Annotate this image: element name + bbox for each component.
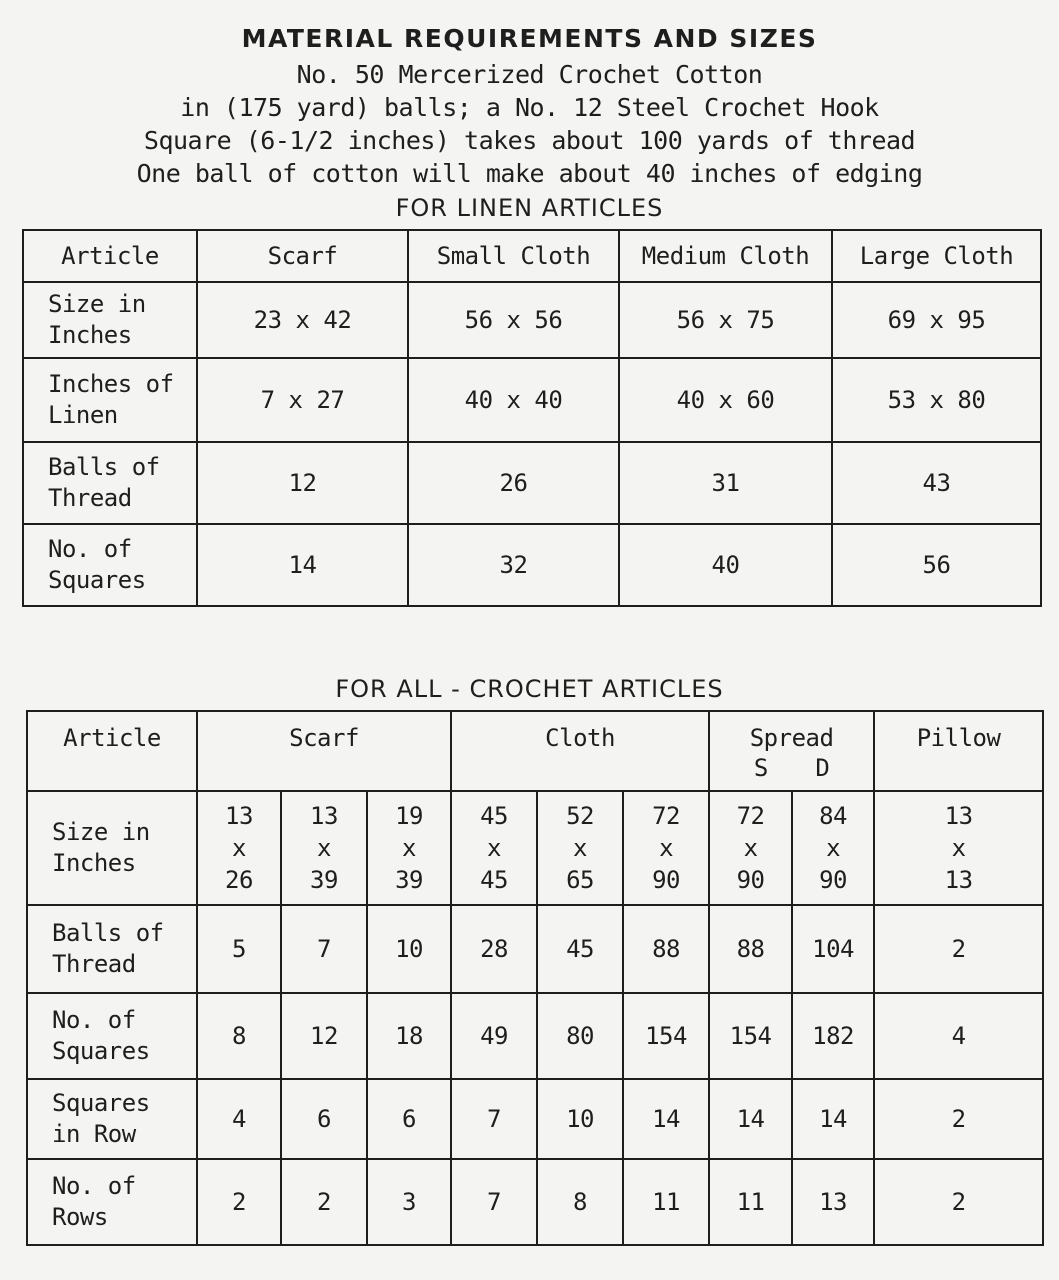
crochet-cell: 11 [623,1159,709,1245]
crochet-row-label: Balls of Thread [27,905,197,993]
linen-cell: 32 [408,524,619,606]
linen-cell: 43 [832,442,1041,524]
spread-single-label: S [753,754,768,782]
crochet-cell: 13 [792,1159,874,1245]
crochet-cell: 2 [874,905,1043,993]
crochet-cell: 2 [281,1159,367,1245]
crochet-cell: 4 [197,1079,281,1159]
linen-cell: 14 [197,524,408,606]
size-cell: 52 x 65 [537,791,623,905]
linen-cell: 56 x 75 [619,282,832,358]
linen-row [23,442,1041,524]
linen-cell: 26 [408,442,619,524]
crochet-cell: 12 [281,993,367,1079]
intro-line: No. 50 Mercerized Crochet Cotton [296,60,763,89]
size-cell: 72 x 90 [709,791,792,905]
crochet-cell: 14 [623,1079,709,1159]
crochet-row-label: Squares in Row [27,1079,197,1159]
crochet-header-cloth: Cloth [451,711,709,791]
size-cell: 13 x 26 [197,791,281,905]
crochet-cell: 154 [623,993,709,1079]
linen-cell: 53 x 80 [832,358,1041,442]
crochet-header-row [27,711,1043,791]
size-cell: 72 x 90 [623,791,709,905]
crochet-header-pillow: Pillow [874,711,1043,791]
intro-line: One ball of cotton will make about 40 inches of edging [136,159,923,188]
crochet-cell: 8 [537,1159,623,1245]
crochet-row [27,1079,1043,1159]
crochet-cell: 5 [197,905,281,993]
crochet-cell: 6 [281,1079,367,1159]
crochet-cell: 49 [451,993,537,1079]
crochet-cell: 7 [281,905,367,993]
crochet-row [27,1159,1043,1245]
crochet-row-label: No. of Squares [27,993,197,1079]
crochet-table [26,710,1044,1246]
crochet-cell: 18 [367,993,451,1079]
crochet-cell: 88 [709,905,792,993]
linen-cell: 56 x 56 [408,282,619,358]
size-cell: 84 x 90 [792,791,874,905]
crochet-row [27,993,1043,1079]
linen-header-cell: Article [23,230,197,282]
intro-text [0,58,1059,190]
crochet-cell: 2 [874,1079,1043,1159]
linen-cell: 40 x 40 [408,358,619,442]
linen-cell: 23 x 42 [197,282,408,358]
spread-double-label: D [815,754,830,782]
linen-cell: 69 x 95 [832,282,1041,358]
crochet-row [27,905,1043,993]
linen-row-label: Size in Inches [23,282,197,358]
crochet-cell: 88 [623,905,709,993]
crochet-row-label: Size in Inches [27,791,197,905]
size-cell: 45 x 45 [451,791,537,905]
crochet-cell: 11 [709,1159,792,1245]
crochet-cell: 80 [537,993,623,1079]
linen-table [22,229,1042,607]
crochet-cell: 4 [874,993,1043,1079]
crochet-cell: 14 [709,1079,792,1159]
crochet-row-label: No. of Rows [27,1159,197,1245]
linen-row [23,524,1041,606]
linen-row-label: Inches of Linen [23,358,197,442]
linen-cell: 12 [197,442,408,524]
intro-line: Square (6-1/2 inches) takes about 100 yards of thread [143,126,916,155]
linen-cell: 7 x 27 [197,358,408,442]
linen-row [23,282,1041,358]
linen-header-row [23,230,1041,282]
spread-label: Spread [749,724,834,752]
crochet-header-article: Article [27,711,197,791]
crochet-cell: 2 [874,1159,1043,1245]
size-cell: 13 x 13 [874,791,1043,905]
linen-cell: 56 [832,524,1041,606]
linen-header-cell: Scarf [197,230,408,282]
crochet-cell: 3 [367,1159,451,1245]
crochet-cell: 7 [451,1079,537,1159]
crochet-header-spread [709,711,874,791]
crochet-cell: 154 [709,993,792,1079]
linen-header-cell: Large Cloth [832,230,1041,282]
crochet-cell: 2 [197,1159,281,1245]
linen-table-caption: FOR LINEN ARTICLES [395,194,664,222]
crochet-cell: 10 [537,1079,623,1159]
crochet-cell: 28 [451,905,537,993]
linen-row [23,358,1041,442]
linen-row-label: Balls of Thread [23,442,197,524]
linen-cell: 31 [619,442,832,524]
linen-header-cell: Medium Cloth [619,230,832,282]
crochet-cell: 8 [197,993,281,1079]
intro-line: in (175 yard) balls; a No. 12 Steel Crochet Hook [180,93,879,122]
crochet-size-row [27,791,1043,905]
crochet-cell: 6 [367,1079,451,1159]
linen-row-label: No. of Squares [23,524,197,606]
linen-cell: 40 x 60 [619,358,832,442]
linen-header-cell: Small Cloth [408,230,619,282]
linen-cell: 40 [619,524,832,606]
crochet-cell: 182 [792,993,874,1079]
crochet-cell: 14 [792,1079,874,1159]
size-cell: 19 x 39 [367,791,451,905]
crochet-cell: 7 [451,1159,537,1245]
crochet-cell: 45 [537,905,623,993]
crochet-cell: 104 [792,905,874,993]
size-cell: 13 x 39 [281,791,367,905]
page-heading: MATERIAL REQUIREMENTS AND SIZES [241,24,818,53]
crochet-header-scarf: Scarf [197,711,451,791]
crochet-cell: 10 [367,905,451,993]
crochet-table-caption: FOR ALL - CROCHET ARTICLES [335,675,724,703]
